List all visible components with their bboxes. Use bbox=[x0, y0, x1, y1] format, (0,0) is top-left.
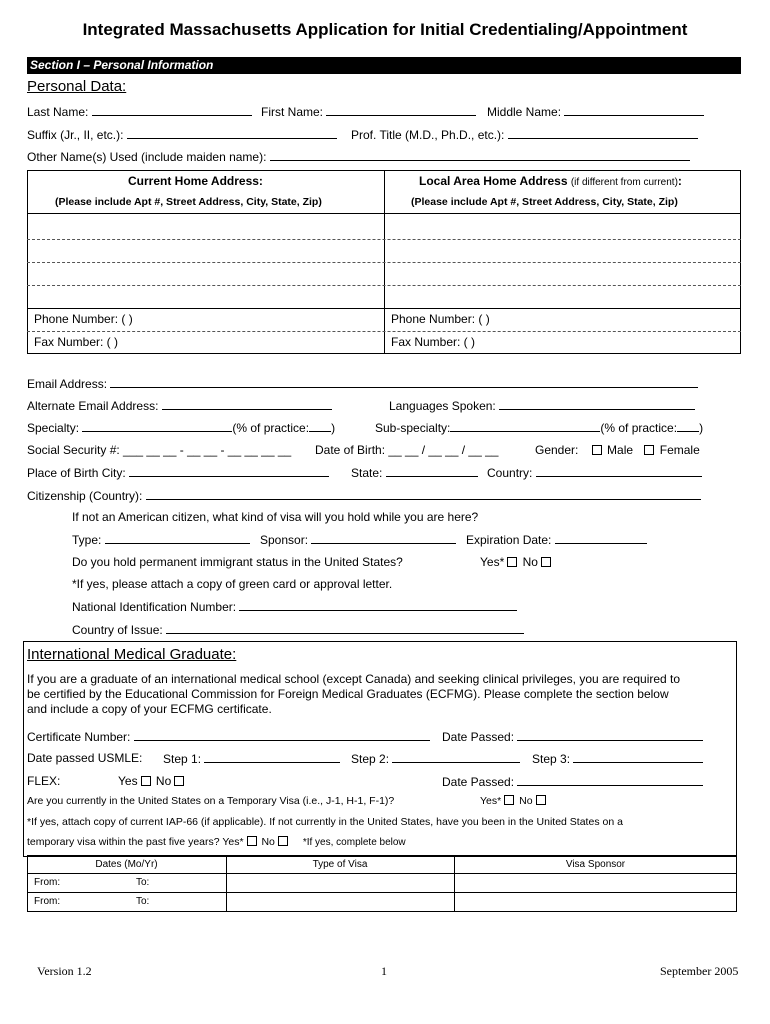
address-table-header-rule bbox=[27, 213, 741, 214]
past-five-question: temporary visa within the past five years? bbox=[27, 836, 220, 848]
cert-number-field[interactable] bbox=[134, 729, 430, 741]
email-label: Email Address: bbox=[27, 377, 108, 391]
first-name-label: First Name: bbox=[261, 105, 324, 119]
visa-sponsor-column-header: Visa Sponsor bbox=[565, 859, 626, 870]
current-address-heading: Current Home Address: bbox=[128, 174, 263, 188]
specialty-pct-label: (% of practice: bbox=[232, 421, 310, 435]
permanent-yes-label: Yes* bbox=[480, 555, 505, 569]
step2-field[interactable] bbox=[392, 751, 520, 763]
suffix-label: Suffix (Jr., II, etc.): bbox=[27, 128, 124, 142]
local-address-colon: : bbox=[677, 174, 682, 188]
flex-label: FLEX: bbox=[27, 774, 61, 788]
temp-visa-no-checkbox[interactable] bbox=[536, 795, 546, 805]
row1-to-label[interactable]: To: bbox=[136, 877, 150, 888]
visa-type-field[interactable] bbox=[105, 532, 250, 544]
row2-to-label[interactable]: To: bbox=[136, 896, 150, 907]
specialty-label: Specialty: bbox=[27, 421, 80, 435]
visa-question: If not an American citizen, what kind of visa will you hold while you are here? bbox=[72, 510, 479, 524]
expiration-label: Expiration Date: bbox=[466, 533, 552, 547]
local-address-note: (if different from current) bbox=[570, 177, 678, 188]
permanent-no-label: No bbox=[522, 555, 538, 569]
visa-sponsor-field[interactable] bbox=[311, 532, 456, 544]
other-names-field[interactable] bbox=[270, 149, 690, 161]
img-para-line-2: be certified by the Educational Commission for Foreign Medical Graduates (ECFMG). Please complete the section below bbox=[27, 687, 669, 701]
birth-state-label: State: bbox=[351, 466, 383, 480]
step1-field[interactable] bbox=[204, 751, 340, 763]
address-row-rule-2 bbox=[27, 262, 741, 263]
dob-field[interactable]: Date of Birth: __ __ / __ __ / __ __ bbox=[315, 443, 499, 457]
female-checkbox[interactable] bbox=[644, 445, 654, 455]
local-phone-label[interactable]: Phone Number: ( ) bbox=[391, 312, 490, 326]
temp-visa-yes-checkbox[interactable] bbox=[504, 795, 514, 805]
flex-no-checkbox[interactable] bbox=[174, 776, 184, 786]
cert-date-passed-label: Date Passed: bbox=[442, 730, 515, 744]
permanent-no-checkbox[interactable] bbox=[541, 557, 551, 567]
step3-field[interactable] bbox=[573, 751, 703, 763]
row2-from-label[interactable]: From: bbox=[34, 896, 61, 907]
male-checkbox[interactable] bbox=[592, 445, 602, 455]
subspecialty-pct-field[interactable] bbox=[677, 420, 699, 432]
birth-city-field[interactable] bbox=[129, 465, 329, 477]
flex-no-label: No bbox=[155, 774, 172, 788]
last-name-field[interactable] bbox=[92, 104, 252, 116]
local-address-instructions: (Please include Apt #, Street Address, City, State, Zip) bbox=[411, 196, 678, 208]
img-para-line-3: and include a copy of your ECFMG certificate. bbox=[27, 702, 272, 716]
step1-label: Step 1: bbox=[163, 752, 202, 766]
temp-visa-question: Are you currently in the United States on a Temporary Visa (i.e., J-1, H-1, F-1)? bbox=[27, 795, 395, 807]
male-label: Male bbox=[607, 443, 634, 457]
first-name-field[interactable] bbox=[326, 104, 476, 116]
footer-page-number: 1 bbox=[381, 964, 387, 978]
flex-date-passed-label: Date Passed: bbox=[442, 775, 515, 789]
step2-label: Step 2: bbox=[351, 752, 390, 766]
national-id-label: National Identification Number: bbox=[72, 600, 237, 614]
gender-label: Gender: bbox=[535, 443, 579, 457]
address-row-rule-3 bbox=[27, 285, 741, 286]
section-bar: Section I – Personal Information bbox=[27, 57, 741, 74]
female-label: Female bbox=[659, 443, 700, 457]
languages-label: Languages Spoken: bbox=[389, 399, 496, 413]
country-issue-label: Country of Issue: bbox=[72, 623, 163, 637]
temp-visa-no-label: No bbox=[519, 795, 533, 807]
ssn-field[interactable]: Social Security #: ___ __ __ - __ __ - __ __ __ __ bbox=[27, 443, 292, 457]
alt-email-field[interactable] bbox=[162, 398, 332, 410]
flex-date-passed-field[interactable] bbox=[517, 774, 703, 786]
row1-from-label[interactable]: From: bbox=[34, 877, 61, 888]
complete-below-note: *If yes, complete below bbox=[302, 837, 406, 848]
birth-city-label: Place of Birth City: bbox=[27, 466, 126, 480]
iap66-note: *If yes, attach copy of current IAP-66 (if applicable). If not currently in the United States, have you been in the United States on a bbox=[27, 816, 623, 828]
dates-column-header: Dates (Mo/Yr) bbox=[95, 859, 158, 870]
suffix-field[interactable] bbox=[127, 127, 337, 139]
citizenship-label: Citizenship (Country): bbox=[27, 489, 143, 503]
visa-sponsor-label: Sponsor: bbox=[260, 533, 309, 547]
footer-date: September 2005 bbox=[660, 964, 739, 978]
subspecialty-pct-label: (% of practice: bbox=[600, 421, 678, 435]
visa-type-label: Type: bbox=[72, 533, 102, 547]
visa-table-row-rule bbox=[27, 892, 737, 893]
other-names-label: Other Name(s) Used (include maiden name): bbox=[27, 150, 267, 164]
current-phone-label[interactable]: Phone Number: ( ) bbox=[34, 312, 133, 326]
middle-name-label: Middle Name: bbox=[487, 105, 562, 119]
subspecialty-label: Sub-specialty: bbox=[375, 421, 451, 435]
past-five-yes-label: Yes* bbox=[222, 836, 244, 848]
flex-yes-checkbox[interactable] bbox=[141, 776, 151, 786]
cert-date-passed-field[interactable] bbox=[517, 729, 703, 741]
permanent-status-question: Do you hold permanent immigrant status in the United States? bbox=[72, 555, 403, 569]
personal-data-heading: Personal Data: bbox=[27, 78, 127, 95]
local-fax-label[interactable]: Fax Number: ( ) bbox=[391, 335, 476, 349]
address-row-rule-5 bbox=[27, 331, 741, 332]
img-para-line-1: If you are a graduate of an international medical school (except Canada) and seeking clinical privileges, you are required to bbox=[27, 672, 681, 686]
specialty-pct-field[interactable] bbox=[309, 420, 331, 432]
temp-visa-yes-label: Yes* bbox=[480, 795, 502, 807]
page-title: Integrated Massachusetts Application for Initial Credentialing/Appointment bbox=[82, 20, 688, 39]
usmle-label: Date passed USMLE: bbox=[27, 751, 143, 765]
specialty-field[interactable] bbox=[82, 420, 232, 432]
national-id-field[interactable] bbox=[239, 599, 517, 611]
address-row-rule-1 bbox=[27, 239, 741, 240]
birth-country-field[interactable] bbox=[536, 465, 702, 477]
birth-state-field[interactable] bbox=[386, 465, 478, 477]
email-field[interactable] bbox=[110, 376, 698, 388]
green-card-note: *If yes, please attach a copy of green card or approval letter. bbox=[72, 577, 393, 591]
step3-label: Step 3: bbox=[532, 752, 571, 766]
visa-type-column-header: Type of Visa bbox=[312, 859, 368, 870]
flex-yes-label: Yes bbox=[118, 774, 138, 788]
alt-email-label: Alternate Email Address: bbox=[27, 399, 159, 413]
current-address-instructions: (Please include Apt #, Street Address, City, State, Zip) bbox=[55, 196, 322, 208]
middle-name-field[interactable] bbox=[564, 104, 704, 116]
country-issue-field[interactable] bbox=[166, 622, 524, 634]
permanent-yes-checkbox[interactable] bbox=[507, 557, 517, 567]
last-name-label: Last Name: bbox=[27, 105, 89, 119]
languages-field[interactable] bbox=[499, 398, 695, 410]
prof-title-field[interactable] bbox=[508, 127, 698, 139]
subspecialty-field[interactable] bbox=[450, 420, 600, 432]
specialty-pct-close: ) bbox=[331, 421, 336, 435]
address-row-rule-4 bbox=[27, 308, 741, 309]
citizenship-field[interactable] bbox=[146, 488, 701, 500]
subspecialty-pct-close: ) bbox=[699, 421, 704, 435]
footer-version: Version 1.2 bbox=[37, 964, 92, 978]
img-heading: International Medical Graduate: bbox=[27, 646, 237, 663]
prof-title-label: Prof. Title (M.D., Ph.D., etc.): bbox=[351, 128, 505, 142]
past-five-no-label: No bbox=[261, 836, 275, 848]
past-five-no-checkbox[interactable] bbox=[278, 836, 288, 846]
current-fax-label[interactable]: Fax Number: ( ) bbox=[34, 335, 119, 349]
expiration-field[interactable] bbox=[555, 532, 647, 544]
birth-country-label: Country: bbox=[487, 466, 533, 480]
local-address-heading: Local Area Home Address bbox=[419, 174, 568, 188]
past-five-yes-checkbox[interactable] bbox=[247, 836, 257, 846]
cert-number-label: Certificate Number: bbox=[27, 730, 131, 744]
visa-table-header-rule bbox=[27, 873, 737, 874]
